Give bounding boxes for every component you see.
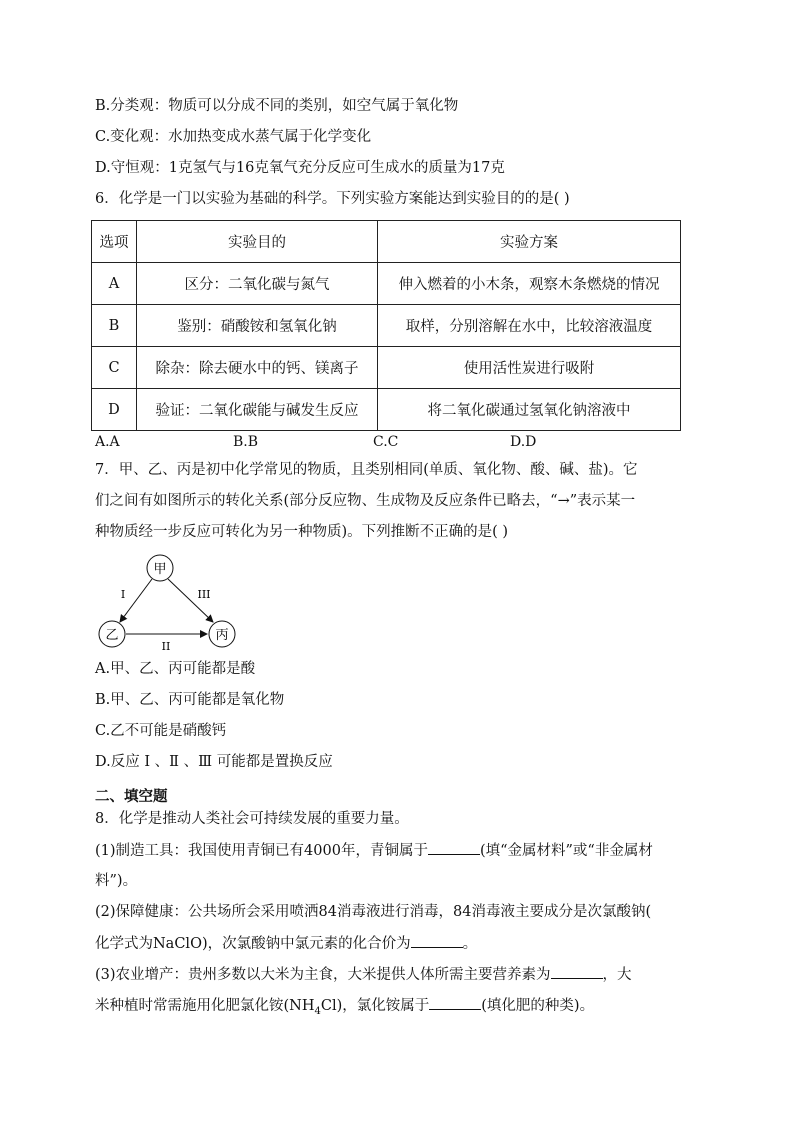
table-header-row: [92, 221, 681, 263]
q8-part-3-formula-b: Cl)，氯化铵属于: [320, 998, 430, 1014]
q7-conversion-diagram: [90, 552, 250, 652]
q8-part-1: [95, 840, 653, 861]
q5-option-b: B.分类观：物质可以分成不同的类别，如空气属于氧化物: [95, 98, 459, 114]
q8-part-3-text: (3)农业增产：贵州多数以大米为主食，大米提供人体所需主要营养素为: [95, 967, 551, 983]
q8-part-2: (2)保障健康：公共场所会采用喷洒84消毒液进行消毒，84消毒液主要成分是次氯酸钠(: [95, 904, 652, 920]
q8-part-3: [95, 964, 632, 985]
q8-part-3-text-tail: ，大: [602, 967, 632, 983]
node-left-label: 乙: [105, 628, 119, 643]
section-title: 二、填空题: [95, 788, 168, 805]
q8-part-3-formula-a: 米种植时常需施用化肥氯化铵(NH: [95, 998, 315, 1014]
table-cell: 将二氧化碳通过氢氧化钠溶液中: [378, 389, 681, 431]
table-cell: 取样，分别溶解在水中，比较溶液温度: [378, 305, 681, 347]
answer-blank: [429, 995, 481, 1010]
table-header-cell: 选项: [92, 221, 137, 263]
q6-table: [91, 220, 681, 431]
arrow-label-ii: II: [161, 640, 171, 652]
table-cell: D: [92, 389, 137, 431]
answer-blank: [428, 840, 480, 855]
node-right-label: 丙: [215, 628, 229, 643]
q7-choice-a: A.甲、乙、丙可能都是酸: [95, 661, 256, 677]
q5-option-c: C.变化观：水加热变成水蒸气属于化学变化: [95, 129, 372, 145]
table-row: [92, 263, 681, 305]
q8-part-3-cont: [95, 995, 594, 1022]
table-cell: 区分：二氧化碳与氮气: [137, 263, 378, 305]
answer-blank: [411, 933, 463, 948]
table-cell: 伸入燃着的小木条，观察木条燃烧的情况: [378, 263, 681, 305]
q5-option-d: D.守恒观：1克氢气与16克氧气充分反应可生成水的质量为17克: [95, 160, 505, 176]
q8-part-1-cont: 料”)。: [95, 873, 138, 889]
formula-subscript: 4: [314, 1005, 321, 1017]
table-cell: 使用活性炭进行吸附: [378, 347, 681, 389]
q7-stem-line-2: 们之间有如图所示的转化关系(部分反应物、生成物及反应条件已略去，“→”表示某一: [95, 493, 636, 509]
q6-stem: 6．化学是一门以实验为基础的科学。下列实验方案能达到实验目的的是( ): [95, 191, 570, 207]
q8-part-1-text: (1)制造工具：我国使用青铜已有4000年，青铜属于: [95, 843, 428, 859]
q6-choice-b: B.B: [233, 434, 259, 450]
table-cell: C: [92, 347, 137, 389]
table-cell: 除杂：除去硬水中的钙、镁离子: [137, 347, 378, 389]
q8-part-3-end: (填化肥的种类)。: [481, 998, 595, 1014]
q6-choice-d: D.D: [510, 434, 537, 450]
answer-blank: [551, 964, 603, 979]
table-row: [92, 305, 681, 347]
q7-stem-line-3: 种物质经一步反应可转化为另一种物质)。下列推断不正确的是( ): [95, 524, 509, 540]
q8-part-2-text: 化学式为NaClO)，次氯酸钠中氯元素的化合价为: [95, 936, 411, 952]
table-header-cell: 实验目的: [137, 221, 378, 263]
table-cell: B: [92, 305, 137, 347]
q8-stem: 8．化学是推动人类社会可持续发展的重要力量。: [95, 811, 409, 827]
table-cell: A: [92, 263, 137, 305]
q7-choice-b: B.甲、乙、丙可能都是氧化物: [95, 692, 285, 708]
q8-part-1-text-tail: (填“金属材料”或“非金属材: [479, 843, 653, 859]
table-row: [92, 389, 681, 431]
arrow-label-i: I: [120, 588, 126, 601]
table-header-cell: 实验方案: [378, 221, 681, 263]
q7-choice-d: D.反应 Ⅰ 、Ⅱ 、Ⅲ 可能都是置换反应: [95, 754, 333, 770]
q8-part-2-end: 。: [462, 936, 478, 952]
arrow-label-iii: III: [197, 588, 211, 601]
table-cell: 验证：二氧化碳能与碱发生反应: [137, 389, 378, 431]
table-cell: 鉴别：硝酸铵和氢氧化钠: [137, 305, 378, 347]
q6-choice-a: A.A: [95, 434, 120, 450]
table-row: [92, 347, 681, 389]
q7-stem-line-1: 7．甲、乙、丙是初中化学常见的物质，且类别相同(单质、氧化物、酸、碱、盐)。它: [95, 462, 638, 478]
q6-choice-c: C.C: [373, 434, 399, 450]
node-top-label: 甲: [153, 562, 167, 577]
q7-choice-c: C.乙不可能是硝酸钙: [95, 723, 227, 739]
q8-part-2-cont: [95, 933, 477, 954]
